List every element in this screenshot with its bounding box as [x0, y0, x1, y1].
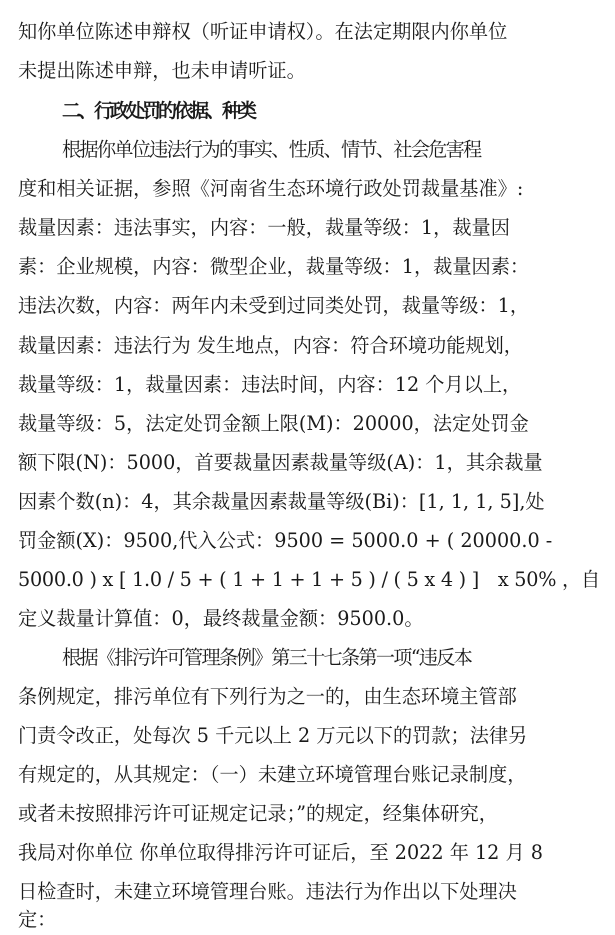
- text-line: 罚金额(X)：9500,代入公式：9500 = 5000.0 + ( 20000.0 -: [18, 529, 553, 552]
- text-line: 因素个数(n)：4，其余裁量因素裁量等级(Bi)：[1, 1, 1, 5],处: [18, 490, 545, 513]
- section-heading: 二、行政处罚的依据、种类: [62, 100, 255, 122]
- text-line: 我局对你单位 你单位取得排污许可证后，至 2022 年 12 月 8: [18, 841, 543, 864]
- text-line: 裁量等级：5，法定处罚金额上限(M)：20000，法定处罚金: [18, 412, 529, 435]
- text-line: 裁量因素：违法行为 发生地点，内容：符合环境功能规划，: [18, 334, 523, 357]
- text-line: 或者未按照排污许可证规定记录；”的规定，经集体研究，: [18, 802, 498, 825]
- text-line: 度和相关证据，参照《河南省生态环境行政处罚裁量基准》:: [18, 177, 524, 200]
- text-line: 额下限(N)：5000，首要裁量因素裁量等级(A)：1，其余裁量: [18, 451, 543, 474]
- text-line: 日检查时，未建立环境管理台账。违法行为作出以下处理决: [18, 880, 517, 903]
- text-line: 根据你单位违法行为的事实、性质、情节、社会危害程: [62, 138, 481, 161]
- text-line: 门责令改正，处每次 5 千元以上 2 万元以下的罚款；法律另: [18, 724, 528, 747]
- text-line: 素：企业规模，内容：微型企业，裁量等级：1，裁量因素：: [18, 255, 530, 278]
- text-line: 定：: [18, 908, 57, 931]
- text-line: 5000.0 ) x [ 1.0 / 5 + ( 1 + 1 + 1 + 5 ) / ( 5 x 4 ) ] x 50% ，自: [18, 568, 600, 591]
- text-line: 知你单位陈述申辩权（听证申请权）。在法定期限内你单位: [18, 20, 508, 43]
- text-line: 未提出陈述申辩，也未申请听证。: [18, 59, 306, 82]
- text-line: 裁量因素：违法事实，内容：一般，裁量等级：1，裁量因: [18, 216, 510, 239]
- text-line: 定义裁量计算值：0，最终裁量金额：9500.0。: [18, 607, 424, 630]
- text-line: 裁量等级：1，裁量因素：违法时间，内容：12 个月以上，: [18, 373, 522, 396]
- text-line: 有规定的，从其规定：（一）未建立环境管理台账记录制度，: [18, 763, 527, 786]
- text-line: 违法次数，内容：两年内未受到过同类处罚，裁量等级：1，: [18, 294, 530, 317]
- text-line: 条例规定，排污单位有下列行为之一的，由生态环境主管部: [18, 685, 517, 708]
- text-line: 根据《排污许可管理条例》第三十七条第一项“违反本: [62, 646, 472, 669]
